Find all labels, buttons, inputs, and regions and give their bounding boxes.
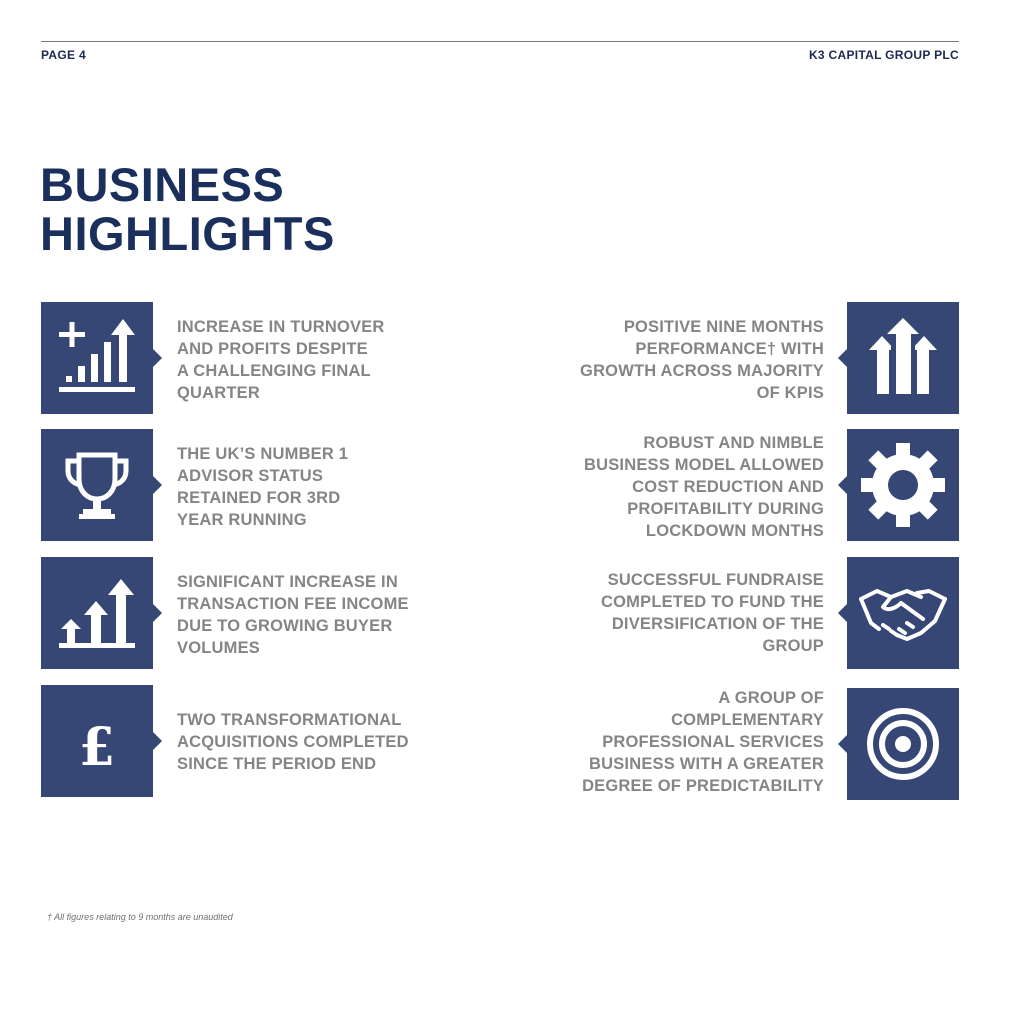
highlight-text-line: PERFORMANCE† WITH	[635, 340, 824, 358]
highlight-text-line: PROFITABILITY DURING	[627, 500, 824, 518]
highlight-text-line: PROFESSIONAL SERVICES	[602, 733, 824, 751]
growth-chart-plus-icon	[41, 302, 153, 414]
highlight-text-line: COMPLETED TO FUND THE	[601, 593, 824, 611]
highlight-text	[582, 687, 824, 797]
header-rule	[41, 41, 959, 42]
highlight-text-line: GROUP	[762, 637, 824, 655]
highlight-text-line: SUCCESSFUL FUNDRAISE	[607, 571, 824, 589]
svg-text:£: £	[78, 717, 116, 778]
highlight-text-line: DUE TO GROWING BUYER	[177, 617, 393, 635]
trophy-icon	[41, 429, 153, 541]
footnote: † All figures relating to 9 months are unaudited	[47, 912, 233, 922]
rising-arrows-bars-icon	[41, 557, 153, 669]
highlight-text-line: VOLUMES	[177, 639, 260, 657]
highlight-text-line: ROBUST AND NIMBLE	[643, 434, 824, 452]
highlight-text-line: INCREASE IN TURNOVER	[177, 318, 385, 336]
gear-icon	[847, 429, 959, 541]
highlight-text-line: YEAR RUNNING	[177, 511, 307, 529]
highlight-text-line: DIVERSIFICATION OF THE	[611, 615, 824, 633]
highlight-text-line: TRANSACTION FEE INCOME	[177, 595, 409, 613]
highlight-icon-box	[847, 688, 959, 800]
highlight-text-line: SIGNIFICANT INCREASE IN	[177, 573, 398, 591]
highlight-text	[601, 569, 824, 657]
highlight-text-line: ACQUISITIONS COMPLETED	[177, 733, 409, 751]
highlight-icon-box	[41, 429, 153, 541]
handshake-icon	[847, 557, 959, 669]
highlight-text-line: ADVISOR STATUS	[177, 467, 324, 485]
highlight-text-line: POSITIVE NINE MONTHS	[623, 318, 824, 336]
highlight-icon-box	[41, 557, 153, 669]
highlight-text	[584, 432, 824, 542]
highlight-icon-box	[41, 685, 153, 797]
highlight-text-line: DEGREE OF PREDICTABILITY	[582, 777, 824, 795]
highlight-text	[177, 571, 409, 659]
highlight-text-line: QUARTER	[177, 384, 260, 402]
highlight-icon-box	[847, 429, 959, 541]
pound-sign-icon	[41, 685, 153, 797]
highlight-text-line: BUSINESS MODEL ALLOWED	[584, 456, 824, 474]
highlight-text-line: THE UK’S NUMBER 1	[177, 445, 349, 463]
highlight-icon-box	[41, 302, 153, 414]
highlight-text-line: SINCE THE PERIOD END	[177, 755, 377, 773]
highlight-text-line: BUSINESS WITH A GREATER	[589, 755, 824, 773]
highlight-text-line: RETAINED FOR 3RD	[177, 489, 341, 507]
highlight-text-line: OF KPIS	[756, 384, 824, 402]
target-icon	[847, 688, 959, 800]
page-title	[40, 160, 335, 258]
company-name: K3 CAPITAL GROUP PLC	[808, 48, 959, 62]
highlight-text-line: COMPLEMENTARY	[671, 711, 824, 729]
highlight-text-line: A GROUP OF	[718, 689, 824, 707]
highlight-text	[177, 316, 385, 404]
highlight-text-line: A CHALLENGING FINAL	[177, 362, 371, 380]
highlight-text-line: LOCKDOWN MONTHS	[645, 522, 824, 540]
upward-arrows-icon	[847, 302, 959, 414]
highlight-text	[177, 709, 409, 775]
title-line-2: HIGHLIGHTS	[40, 207, 335, 260]
highlight-text-line: GROWTH ACROSS MAJORITY	[580, 362, 824, 380]
highlight-icon-box	[847, 557, 959, 669]
page-number: PAGE 4	[41, 48, 86, 62]
highlight-text-line: COST REDUCTION AND	[632, 478, 824, 496]
highlight-icon-box	[847, 302, 959, 414]
highlight-text	[177, 443, 348, 531]
highlight-text	[580, 316, 824, 404]
title-line-1: BUSINESS	[40, 158, 285, 211]
highlight-text-line: TWO TRANSFORMATIONAL	[177, 711, 402, 729]
highlight-text-line: AND PROFITS DESPITE	[177, 340, 368, 358]
